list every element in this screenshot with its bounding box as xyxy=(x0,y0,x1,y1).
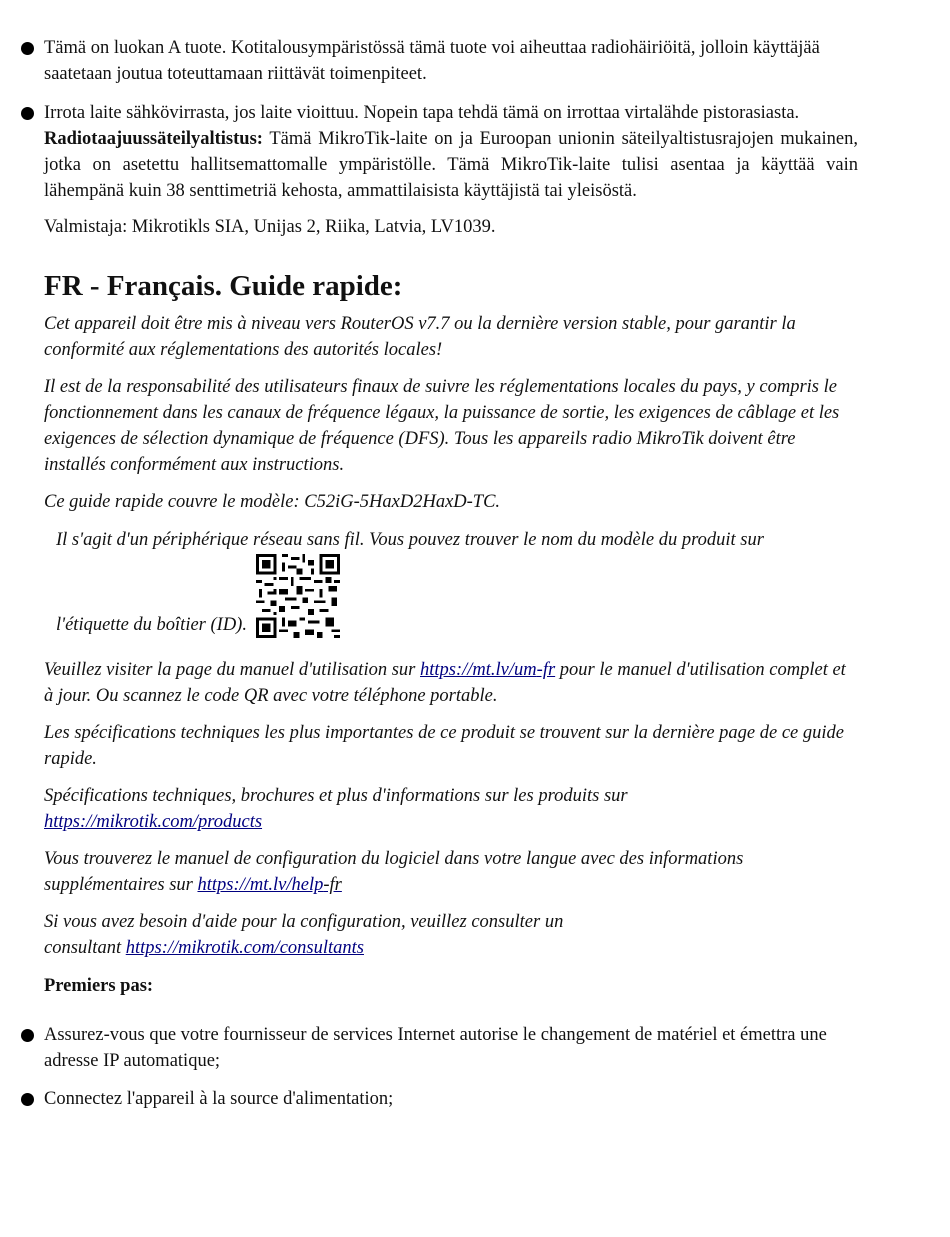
step-text: Connectez l'appareil à la source d'alimentation; xyxy=(44,1089,394,1109)
manual-link-suffix: -fr xyxy=(536,660,556,680)
model-paragraph: Ce guide rapide couvre le modèle: C52iG-5HaxD2HaxD-TC. xyxy=(44,492,501,512)
bullet-icon xyxy=(21,42,34,55)
rf-exposure-text: Tämä MikroTik-laite on ja Euroopan unionin säteilyaltistusrajojen mukainen, jotka on asetettu hallitsemattomalle ympäristölle. Tämä MikroTik-laite tulisi asentaa ja käyttää vain lähempänä kuin 38 senttimetriä kehosta, ammattilaisista käyttäjistä tai yleisöstä. xyxy=(44,129,858,201)
device-paragraph-line1: Il s'agit d'un périphérique réseau sans fil. Vous pouvez trouver le nom du modèle du produit sur xyxy=(56,530,764,550)
list-item xyxy=(44,100,858,204)
help-text: Vous trouverez le manuel de configuration du logiciel dans votre langue avec des informations supplémentaires sur xyxy=(44,849,744,895)
manual-link-url: https://mt.lv/um xyxy=(420,660,537,680)
list-item xyxy=(44,35,858,87)
rf-exposure-label: Radiotaajuussäteilyaltistus: xyxy=(44,129,263,149)
help-paragraph xyxy=(44,846,858,898)
manufacturer-info: Valmistaja: Mikrotikls SIA, Unijas 2, Riika, Latvia, LV1039. xyxy=(44,217,496,237)
manual-text: Veuillez visiter la page du manuel d'utilisation sur xyxy=(44,660,420,680)
manual-paragraph xyxy=(44,657,858,709)
products-link[interactable]: https://mikrotik.com/products xyxy=(44,812,263,832)
bullet-icon xyxy=(21,1093,34,1106)
bullet-icon xyxy=(21,1029,34,1042)
responsibility-paragraph: Il est de la responsabilité des utilisateurs finaux de suivre les réglementations locales du pays, y compris le fonctionnement dans les canaux de fréquence légaux, la puissance de sortie, les exigences de câblage et les exigences de sélection dynamique de fréquence (DFS). Tous les appareils radio MikroTik doivent être installés conformément aux instructions. xyxy=(44,377,840,475)
help-link-suffix: -fr xyxy=(323,875,342,895)
consultants-text: Si vous avez besoin d'aide pour la configuration, veuillez consulter un consultant xyxy=(44,912,564,958)
section-heading: FR - Français. Guide rapide: xyxy=(44,270,403,302)
rf-exposure-paragraph xyxy=(44,126,858,204)
device-paragraph-line2 xyxy=(56,554,870,638)
qr-code-icon xyxy=(256,554,340,638)
consultants-paragraph xyxy=(44,909,604,961)
step-text: Assurez-vous que votre fournisseur de services Internet autorise le changement de matériel et émettra une adresse IP automatique; xyxy=(44,1025,827,1071)
products-text: Spécifications techniques, brochures et plus d'informations sur les produits sur xyxy=(44,786,628,806)
consultants-link[interactable]: https://mikrotik.com/consultants xyxy=(125,938,364,958)
list-item xyxy=(44,1086,858,1112)
list-item xyxy=(44,1022,858,1074)
upgrade-notice: Cet appareil doit être mis à niveau vers RouterOS v7.7 ou la dernière version stable, pour garantir la conformité aux réglementations des autorités locales! xyxy=(44,314,796,360)
power-disconnect-notice: Irrota laite sähkövirrasta, jos laite vioittuu. Nopein tapa tehdä tämä on irrottaa virtalähde pistorasiasta. xyxy=(44,103,800,123)
specs-paragraph: Les spécifications techniques les plus importantes de ce produit se trouvent sur la dernière page de ce guide rapide. xyxy=(44,723,844,769)
manual-link[interactable] xyxy=(420,660,555,680)
bullet-icon xyxy=(21,107,34,120)
products-paragraph xyxy=(44,783,644,835)
help-link-url: https://mt.lv/help xyxy=(197,875,324,895)
first-steps-heading: Premiers pas: xyxy=(44,976,154,996)
class-a-notice: Tämä on luokan A tuote. Kotitalousympäristössä tämä tuote voi aiheuttaa radiohäiriöitä, jolloin käyttäjää saatetaan joutua toteuttamaan riittävät toimenpiteet. xyxy=(44,38,820,84)
manual-text-after: pour le manuel d'utilisation complet et à jour. Ou scannez le code QR avec votre téléphone portable. xyxy=(44,660,846,706)
help-link[interactable] xyxy=(197,875,341,895)
device-label-text: l'étiquette du boîtier (ID). xyxy=(56,615,247,635)
